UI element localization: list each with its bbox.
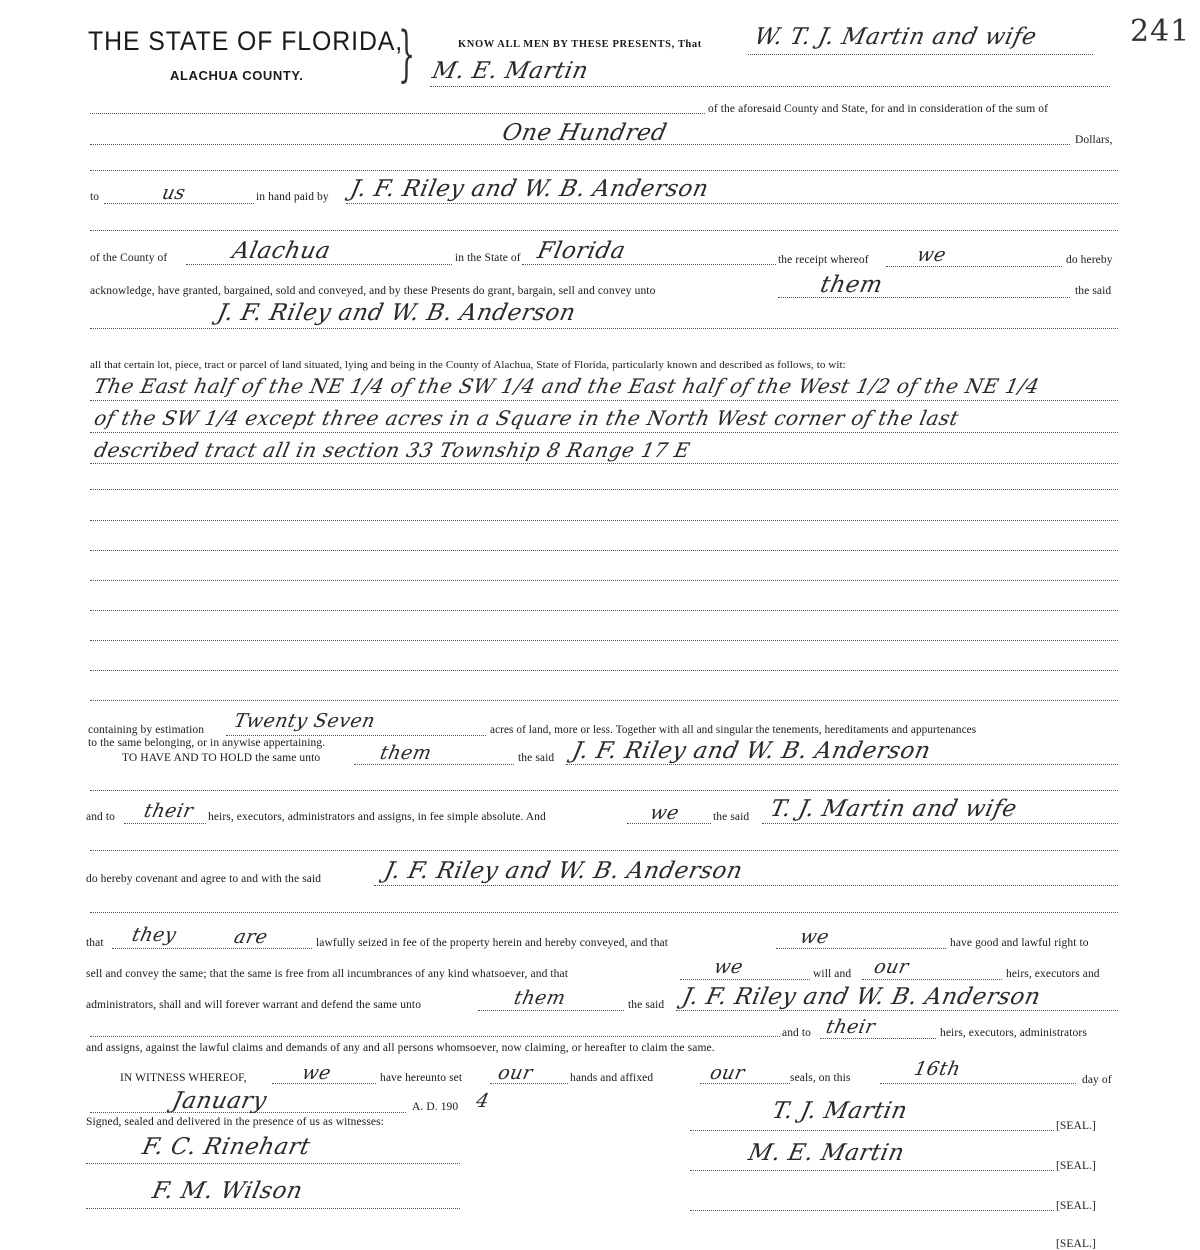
seal-3: [SEAL.] [1056, 1200, 1096, 1212]
grantee-rule [90, 328, 1118, 329]
to-rule [104, 203, 254, 204]
belonging-text: to the same belonging, or in anywise appertaining. [88, 737, 326, 749]
containing-text: containing by estimation [88, 724, 205, 736]
desc-rule-9 [90, 640, 1118, 641]
in-state-text: in the State of [455, 252, 521, 264]
habendum-grantors: T. J. Martin and wife [768, 796, 1020, 822]
lawfully-rule [776, 948, 946, 949]
and-who-rule [627, 823, 711, 824]
lawfully-text: lawfully seized in fee of the property herein and hereby conveyed, and that [316, 937, 669, 949]
covenant-grantees-rule [676, 1010, 1118, 1011]
grantor-rule-1 [748, 54, 1093, 55]
signer-rule-2 [690, 1170, 1054, 1171]
covenant-the-said: the said [628, 999, 665, 1011]
affixed-rule [700, 1083, 790, 1084]
acres-rule [226, 735, 486, 736]
grantor-rule-2 [430, 86, 1110, 87]
will-who: our [872, 956, 911, 978]
covenant-their: their [824, 1016, 878, 1038]
dollars-text: Dollars, [1075, 134, 1113, 146]
desc-rule-3 [90, 463, 1118, 464]
grantee-names: J. F. Riley and W. B. Anderson [215, 300, 579, 326]
witness-signature-2: F. M. Wilson [150, 1178, 306, 1204]
page-number: 241 [1130, 14, 1191, 49]
desc-rule-2 [90, 432, 1118, 433]
blank-rule [90, 113, 705, 114]
heirs-text: heirs, executors, administrators and assigns, in fee simple absolute. And [208, 811, 546, 823]
hand-affixed-text: hands and affixed [570, 1072, 654, 1084]
signer-rule-1 [690, 1130, 1054, 1131]
ad-text: A. D. 190 [412, 1101, 459, 1113]
desc-rule-8 [90, 610, 1118, 611]
set-who: our [496, 1062, 535, 1084]
witness-who-rule [272, 1083, 376, 1084]
day-rule [880, 1083, 1076, 1084]
county-rule [186, 264, 452, 265]
habendum-rule-2 [566, 764, 1118, 765]
state-name: Florida [535, 238, 628, 264]
do-hereby-text: do hereby [1066, 254, 1113, 266]
are-word: are [232, 926, 270, 948]
and-to-text-2: and to [782, 1027, 812, 1039]
paid-by-rule [346, 203, 1118, 204]
month-rule [90, 1112, 406, 1113]
to-have-text: TO HAVE AND TO HOLD the same unto [122, 752, 321, 764]
paid-by-names: J. F. Riley and W. B. Anderson [348, 176, 712, 202]
to-text: to [90, 191, 100, 203]
signer-rule-3 [690, 1210, 1054, 1211]
administrators-text: administrators, shall and will forever warrant and defend the same unto [86, 999, 422, 1011]
aforesaid-text: of the aforesaid County and State, for and in consideration of the sum of [708, 103, 1049, 115]
desc-rule-6 [90, 550, 1118, 551]
county-name: Alachua [230, 238, 333, 264]
seal-2: [SEAL.] [1056, 1160, 1096, 1172]
their2-rule [820, 1038, 936, 1039]
habendum-their: their [142, 800, 196, 822]
witness-signature-1: F. C. Rinehart [140, 1134, 313, 1160]
the-said-text: the said [1075, 285, 1112, 297]
receipt-who: we [915, 244, 949, 266]
their-rule [124, 823, 206, 824]
header-brace: } [398, 19, 416, 89]
know-all-text: KNOW ALL MEN BY THESE PRESENTS, That [458, 39, 702, 50]
seal-4: [SEAL.] [1056, 1238, 1096, 1250]
signer-signature-2: M. E. Martin [746, 1140, 907, 1166]
have-set-text: have hereunto set [380, 1072, 463, 1084]
desc-rule-1 [90, 400, 1118, 401]
grantors-rule [762, 823, 1118, 824]
covenant-grantees: J. F. Riley and W. B. Anderson [382, 858, 746, 884]
habendum-rule-1 [354, 764, 514, 765]
signer-signature-1: T. J. Martin [770, 1098, 910, 1124]
desc-rule-10 [90, 670, 1118, 671]
seals-on-text: seals, on this [790, 1072, 851, 1084]
affixed-who: our [708, 1062, 747, 1084]
covenant-grantees-2: J. F. Riley and W. B. Anderson [680, 984, 1044, 1010]
year-digit: 4 [474, 1090, 492, 1112]
habendum-unto: them [378, 742, 434, 764]
will-and-text: will and [813, 968, 852, 980]
witness-rule-1 [86, 1163, 460, 1164]
habendum-and-who: we [648, 802, 682, 824]
habendum-rule-3 [90, 790, 1118, 791]
convey-unto: them [818, 272, 886, 298]
witness-rule-2 [86, 1208, 460, 1209]
covenant-rule-2 [90, 912, 1118, 913]
blank-rule-2 [90, 170, 1118, 171]
heirs-exec-text: heirs, executors and [1006, 968, 1100, 980]
description-line-1: The East half of the NE 1/4 of the SW 1/4 and the East half of the West 1/2 of the NE 1/4 [92, 374, 1042, 398]
acres-text: acres of land, more or less. Together with all and singular the tenements, hereditaments and appurtenances [490, 724, 977, 736]
sum-value: One Hundred [500, 120, 670, 146]
desc-rule-11 [90, 700, 1118, 701]
convey-rule [778, 297, 1070, 298]
covenant-rule-0 [90, 850, 1118, 851]
covenant-rule-1 [374, 885, 1118, 886]
sell-who-rule [680, 979, 810, 980]
covenant-text: do hereby covenant and agree to and with the said [86, 873, 322, 885]
lawfully-who: we [798, 926, 832, 948]
heirs-exec-text-2: heirs, executors, administrators [940, 1027, 1087, 1039]
sum-rule [90, 144, 1070, 145]
habendum-the-said-2: the said [713, 811, 750, 823]
desc-rule-4 [90, 489, 1118, 490]
month-name: January [170, 1088, 270, 1114]
day-number: 16th [912, 1058, 963, 1080]
will-who-rule [862, 979, 1002, 980]
description-intro: all that certain lot, piece, tract or parcel of land situated, lying and being in the County of Alachua, State of Florida, particularly known and described as follows, to wit: [90, 359, 846, 371]
assigns-text: and assigns, against the lawful claims and demands of any and all persons whomsoever, now claiming, or hereafter to claim the same. [86, 1042, 715, 1054]
in-witness-text: IN WITNESS WHEREOF, [120, 1072, 247, 1084]
set-who-rule [490, 1083, 568, 1084]
desc-rule-5 [90, 520, 1118, 521]
that-text: that [86, 937, 104, 949]
receipt-whereof-text: the receipt whereof [778, 254, 869, 266]
description-line-2: of the SW 1/4 except three acres in a Square in the North West corner of the last [92, 406, 962, 430]
day-of-text: day of [1082, 1074, 1112, 1086]
to-whom: us [160, 182, 188, 204]
receipt-rule [886, 266, 1062, 267]
defend-rule [478, 1010, 624, 1011]
habendum-the-said: the said [518, 752, 555, 764]
covenant-rule-3 [90, 1036, 780, 1037]
have-good-text: have good and lawful right to [950, 937, 1089, 949]
state-rule [522, 264, 776, 265]
seal-1: [SEAL.] [1056, 1120, 1096, 1132]
grantor-names-line1: W. T. J. Martin and wife [752, 24, 1040, 50]
sell-who: we [712, 956, 746, 978]
in-hand-paid-text: in hand paid by [256, 191, 329, 203]
witness-who: we [300, 1062, 334, 1084]
and-to-text: and to [86, 811, 116, 823]
signed-sealed-text: Signed, sealed and delivered in the presence of us as witnesses: [86, 1116, 384, 1128]
of-county-text: of the County of [90, 252, 168, 264]
county-title: ALACHUA COUNTY. [170, 68, 304, 83]
acknowledge-text: acknowledge, have granted, bargained, sold and conveyed, and by these Presents do grant, bargain, sell and convey unto [90, 285, 656, 297]
habendum-grantees: J. F. Riley and W. B. Anderson [570, 738, 934, 764]
defend-unto: them [512, 987, 568, 1009]
they-word: they [130, 924, 179, 946]
blank-rule-3 [90, 230, 1118, 231]
they-are-rule [112, 948, 312, 949]
desc-rule-7 [90, 580, 1118, 581]
grantor-names-line2: M. E. Martin [430, 58, 591, 84]
description-line-3: described tract all in section 33 Township 8 Range 17 E [92, 438, 693, 462]
acres-value: Twenty Seven [232, 710, 378, 732]
sell-convey-text: sell and convey the same; that the same is free from all incumbrances of any kind whatsoever, and that [86, 968, 569, 980]
state-title: THE STATE OF FLORIDA, [88, 26, 404, 56]
